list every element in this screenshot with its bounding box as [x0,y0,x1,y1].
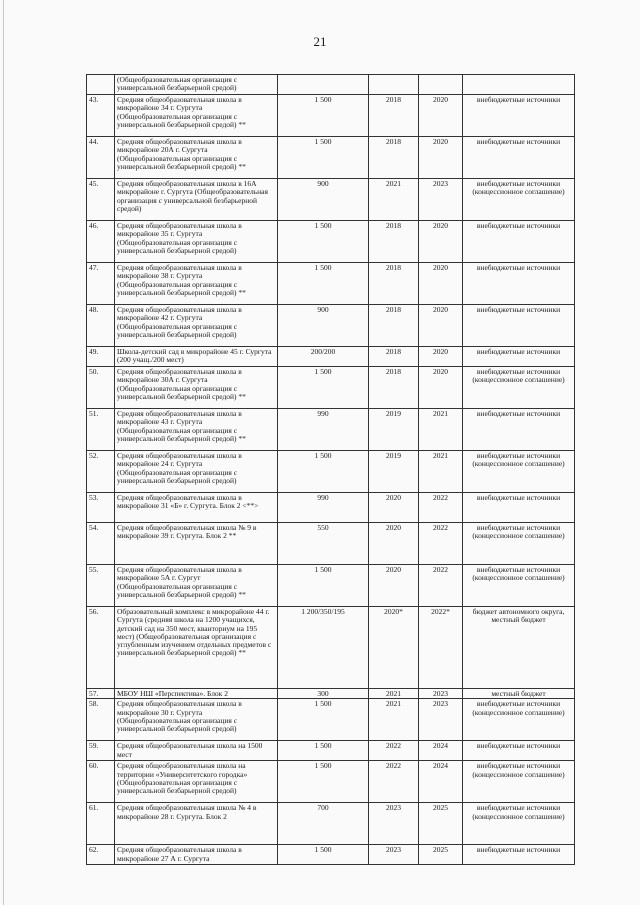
row-number-cell: 57. [87,689,115,699]
row-number-cell: 48. [87,305,115,347]
start-year-cell: 2023 [369,803,419,845]
funding-source-cell: внебюджетные источники (концессионное соглашение) [463,803,575,845]
end-year-cell: 2021 [419,451,463,493]
row-number-cell: 49. [87,347,115,367]
start-year-cell: 2018 [369,137,419,179]
table-row [87,803,575,845]
start-year-cell: 2018 [369,221,419,263]
end-year-cell: 2022* [419,607,463,689]
row-number-cell: 50. [87,367,115,409]
funding-source-cell: внебюджетные источники [463,493,575,523]
table-row [87,451,575,493]
start-year-cell: 2022 [369,741,419,761]
object-name-cell: Средняя общеобразовательная школа в микрорайоне 43 г. Сургута (Общеобразовательная организация с универсальной безбарьерной средой) ** [115,409,278,451]
end-year-cell: 2024 [419,761,463,803]
object-name-cell: Средняя общеобразовательная школа в микрорайоне 38 г. Сургута (Общеобразовательная организация с универсальной безбарьерной средой) ** [115,263,278,305]
end-year-cell: 2025 [419,845,463,865]
capacity-cell: 300 [278,689,369,699]
capacity-cell: 1 500 [278,699,369,741]
start-year-cell [369,75,419,95]
table-row [87,305,575,347]
table-row [87,347,575,367]
start-year-cell: 2018 [369,95,419,137]
start-year-cell: 2019 [369,451,419,493]
table-row [87,689,575,699]
table-row [87,699,575,741]
capacity-cell: 1 500 [278,741,369,761]
object-name-cell: Средняя общеобразовательная школа в микрорайоне 20А г. Сургута (Общеобразовательная организация с универсальной безбарьерной средой) ** [115,137,278,179]
object-name-cell: Средняя общеобразовательная школа в микрорайоне 42 г. Сургута (Общеобразовательная организация с универсальной безбарьерной средой) [115,305,278,347]
row-number-cell: 60. [87,761,115,803]
object-name-cell: Школа-детский сад в микрорайоне 45 г. Сургута (200 учащ./200 мест) [115,347,278,367]
page-number: 21 [313,34,327,49]
table-row [87,263,575,305]
end-year-cell: 2022 [419,565,463,607]
funding-source-cell: внебюджетные источники [463,409,575,451]
funding-source-cell: внебюджетные источники (концессионное соглашение) [463,761,575,803]
funding-source-cell: местный бюджет [463,689,575,699]
funding-source-cell: внебюджетные источники [463,137,575,179]
table-row [87,741,575,761]
funding-source-cell: внебюджетные источники [463,305,575,347]
object-name-cell: Средняя общеобразовательная школа в микрорайоне 5А г. Сургут (Общеобразовательная организация с универсальной безбарьерной средой) ** [115,565,278,607]
table-body [87,75,575,865]
table-row [87,409,575,451]
end-year-cell: 2022 [419,493,463,523]
object-name-cell: Средняя общеобразовательная школа на территории «Университетского городка» (Общеобразовательная организация с универсальной безбарьерной средой) [115,761,278,803]
table-row [87,137,575,179]
row-number-cell: 56. [87,607,115,689]
capacity-cell: 1 500 [278,761,369,803]
end-year-cell: 2023 [419,699,463,741]
table-row [87,95,575,137]
start-year-cell: 2020 [369,565,419,607]
start-year-cell: 2018 [369,347,419,367]
end-year-cell: 2020 [419,367,463,409]
funding-source-cell: внебюджетные источники [463,263,575,305]
end-year-cell: 2023 [419,689,463,699]
start-year-cell: 2022 [369,761,419,803]
end-year-cell: 2023 [419,179,463,221]
funding-source-cell: внебюджетные источники (концессионное соглашение) [463,523,575,565]
object-name-cell: Средняя общеобразовательная школа № 9 в микрорайоне 39 г. Сургута. Блок 2 ** [115,523,278,565]
start-year-cell: 2020 [369,493,419,523]
start-year-cell: 2020 [369,523,419,565]
capacity-cell: 1 500 [278,565,369,607]
capacity-cell: 1 200/350/195 [278,607,369,689]
funding-source-cell: внебюджетные источники (концессионное соглашение) [463,699,575,741]
object-name-cell: (Общеобразовательная организация с универсальной безбарьерной средой) [115,75,278,95]
row-number-cell: 52. [87,451,115,493]
row-number-cell: 47. [87,263,115,305]
row-number-cell: 58. [87,699,115,741]
end-year-cell: 2021 [419,409,463,451]
end-year-cell: 2020 [419,347,463,367]
table-row [87,607,575,689]
table-row [87,493,575,523]
object-name-cell: МБОУ НШ «Перспектива». Блок 2 [115,689,278,699]
start-year-cell: 2021 [369,179,419,221]
funding-source-cell: внебюджетные источники (концессионное соглашение) [463,367,575,409]
funding-source-cell: внебюджетные источники [463,221,575,263]
row-number-cell: 53. [87,493,115,523]
end-year-cell: 2020 [419,221,463,263]
object-name-cell: Средняя общеобразовательная школа в 16А микрорайоне г. Сургута (Общеобразовательная организация с универсальной безбарьерной средой) [115,179,278,221]
capacity-cell: 1 500 [278,451,369,493]
funding-source-cell: внебюджетные источники [463,845,575,865]
end-year-cell: 2025 [419,803,463,845]
capacity-cell [278,75,369,95]
object-name-cell: Образовательный комплекс в микрорайоне 44 г. Сургута (средняя школа на 1200 учащихся, детский сад на 350 мест, кванториум на 195 мест) (Общеобразовательная организация с углубленным изучением отдельных предметов с универсальной безбарьерной средой) ** [115,607,278,689]
capacity-cell: 1 500 [278,367,369,409]
start-year-cell: 2021 [369,699,419,741]
start-year-cell: 2021 [369,689,419,699]
capacity-cell: 990 [278,493,369,523]
end-year-cell: 2024 [419,741,463,761]
capacity-cell: 200/200 [278,347,369,367]
row-number-cell: 61. [87,803,115,845]
end-year-cell [419,75,463,95]
table-row [87,523,575,565]
capacity-cell: 990 [278,409,369,451]
funding-source-cell: внебюджетные источники (концессионное соглашение) [463,565,575,607]
object-name-cell: Средняя общеобразовательная школа на 1500 мест [115,741,278,761]
funding-source-cell: бюджет автономного округа, местный бюджет [463,607,575,689]
object-name-cell: Средняя общеобразовательная школа в микрорайоне 31 «Б» г. Сургута. Блок 2 <**> [115,493,278,523]
row-number-cell: 46. [87,221,115,263]
capacity-cell: 1 500 [278,845,369,865]
table-row [87,565,575,607]
end-year-cell: 2020 [419,305,463,347]
funding-source-cell: внебюджетные источники [463,347,575,367]
row-number-cell: 62. [87,845,115,865]
row-number-cell: 59. [87,741,115,761]
funding-source-cell: внебюджетные источники [463,741,575,761]
row-number-cell: 45. [87,179,115,221]
end-year-cell: 2020 [419,95,463,137]
funding-source-cell: внебюджетные источники (концессионное соглашение) [463,179,575,221]
row-number-cell: 44. [87,137,115,179]
funding-source-cell [463,75,575,95]
row-number-cell: 55. [87,565,115,607]
funding-source-cell: внебюджетные источники (концессионное соглашение) [463,451,575,493]
row-number-cell: 51. [87,409,115,451]
start-year-cell: 2018 [369,367,419,409]
capacity-cell: 1 500 [278,221,369,263]
capacity-cell: 1 500 [278,137,369,179]
capacity-cell: 700 [278,803,369,845]
schools-table [86,74,575,865]
table-row [87,845,575,865]
funding-source-cell: внебюджетные источники [463,95,575,137]
row-number-cell: 54. [87,523,115,565]
object-name-cell: Средняя общеобразовательная школа в микрорайоне 27 А г. Сургута [115,845,278,865]
start-year-cell: 2018 [369,263,419,305]
object-name-cell: Средняя общеобразовательная школа в микрорайоне 24 г. Сургута (Общеобразовательная организация с универсальной безбарьерной средой) [115,451,278,493]
object-name-cell: Средняя общеобразовательная школа в микрорайоне 35 г. Сургута (Общеобразовательная организация с универсальной безбарьерной средой) [115,221,278,263]
capacity-cell: 1 500 [278,95,369,137]
row-number-cell [87,75,115,95]
object-name-cell: Средняя общеобразовательная школа № 4 в микрорайоне 28 г. Сургута. Блок 2 [115,803,278,845]
row-number-cell: 43. [87,95,115,137]
table-row [87,367,575,409]
table-row-continuation [87,75,575,95]
end-year-cell: 2020 [419,263,463,305]
start-year-cell: 2023 [369,845,419,865]
end-year-cell: 2022 [419,523,463,565]
start-year-cell: 2020* [369,607,419,689]
scan-edge-line [3,0,4,905]
table-row [87,761,575,803]
object-name-cell: Средняя общеобразовательная школа в микрорайоне 34 г. Сургута (Общеобразовательная организация с универсальной безбарьерной средой) ** [115,95,278,137]
start-year-cell: 2019 [369,409,419,451]
capacity-cell: 900 [278,305,369,347]
table-row [87,179,575,221]
table-row [87,221,575,263]
capacity-cell: 900 [278,179,369,221]
capacity-cell: 550 [278,523,369,565]
object-name-cell: Средняя общеобразовательная школа в микрорайоне 30 г. Сургута (Общеобразовательная организация с универсальной безбарьерной средой) [115,699,278,741]
object-name-cell: Средняя общеобразовательная школа в микрорайоне 30А г. Сургута (Общеобразовательная организация с универсальной безбарьерной средой) ** [115,367,278,409]
end-year-cell: 2020 [419,137,463,179]
capacity-cell: 1 500 [278,263,369,305]
start-year-cell: 2018 [369,305,419,347]
